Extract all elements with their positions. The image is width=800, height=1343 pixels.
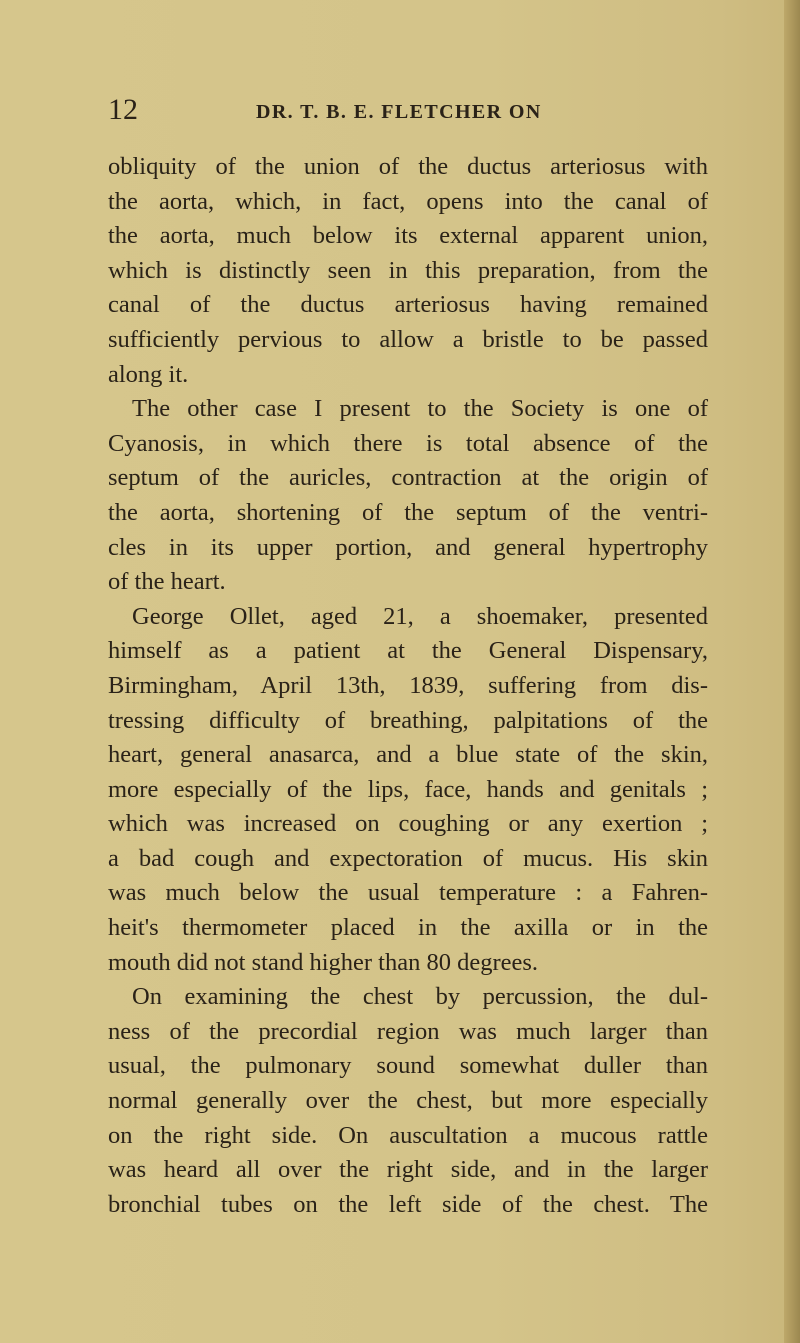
text-line: septum of the auricles, contraction at the origin of xyxy=(108,464,708,492)
text-line: heart, general anasarca, and a blue state of the skin, xyxy=(108,741,708,769)
text-line: mouth did not stand higher than 80 degrees. xyxy=(108,948,539,976)
body-text xyxy=(108,150,708,1222)
text-line: normal generally over the chest, but more especially xyxy=(108,1087,708,1115)
page-header xyxy=(108,92,668,132)
text-line: bronchial tubes on the left side of the chest. The xyxy=(108,1190,708,1218)
text-line: usual, the pulmonary sound somewhat duller than xyxy=(108,1052,708,1080)
text-line: which was increased on coughing or any exertion ; xyxy=(108,810,708,838)
text-line: was much below the usual temperature : a Fahren- xyxy=(108,879,708,907)
text-line: was heard all over the right side, and in the larger xyxy=(108,1156,708,1184)
page-edge xyxy=(784,0,800,1343)
text-line: On examining the chest by percussion, the dul- xyxy=(132,983,708,1011)
page-number: 12 xyxy=(108,93,138,126)
text-line: sufficiently pervious to allow a bristle to be passed xyxy=(108,325,708,353)
text-line: George Ollet, aged 21, a shoemaker, presented xyxy=(132,602,708,630)
text-line: of the heart. xyxy=(108,568,226,596)
text-line: the aorta, which, in fact, opens into the canal of xyxy=(108,187,708,215)
text-line: The other case I present to the Society is one of xyxy=(132,395,708,423)
text-line: the aorta, much below its external apparent union, xyxy=(108,222,708,250)
text-line: ness of the precordial region was much larger than xyxy=(108,1017,708,1045)
text-line: himself as a patient at the General Dispensary, xyxy=(108,637,708,665)
text-line: tressing difficulty of breathing, palpitations of the xyxy=(108,706,708,734)
text-line: heit's thermometer placed in the axilla or in the xyxy=(108,914,708,942)
text-line: which is distinctly seen in this preparation, from the xyxy=(108,256,708,284)
text-line: canal of the ductus arteriosus having remained xyxy=(108,291,708,319)
text-line: more especially of the lips, face, hands and genitals ; xyxy=(108,775,708,803)
text-line: a bad cough and expectoration of mucus. His skin xyxy=(108,844,708,872)
text-line: the aorta, shortening of the septum of the ventri- xyxy=(108,498,708,526)
text-line: on the right side. On auscultation a mucous rattle xyxy=(108,1121,708,1149)
text-line: obliquity of the union of the ductus arteriosus with xyxy=(108,153,708,180)
text-line: Birmingham, April 13th, 1839, suffering from dis- xyxy=(108,671,708,699)
text-line: along it. xyxy=(108,360,189,388)
running-head: DR. T. B. E. FLETCHER ON xyxy=(256,101,542,123)
text-line: Cyanosis, in which there is total absence of the xyxy=(108,429,708,457)
text-line: cles in its upper portion, and general hypertrophy xyxy=(108,533,708,561)
